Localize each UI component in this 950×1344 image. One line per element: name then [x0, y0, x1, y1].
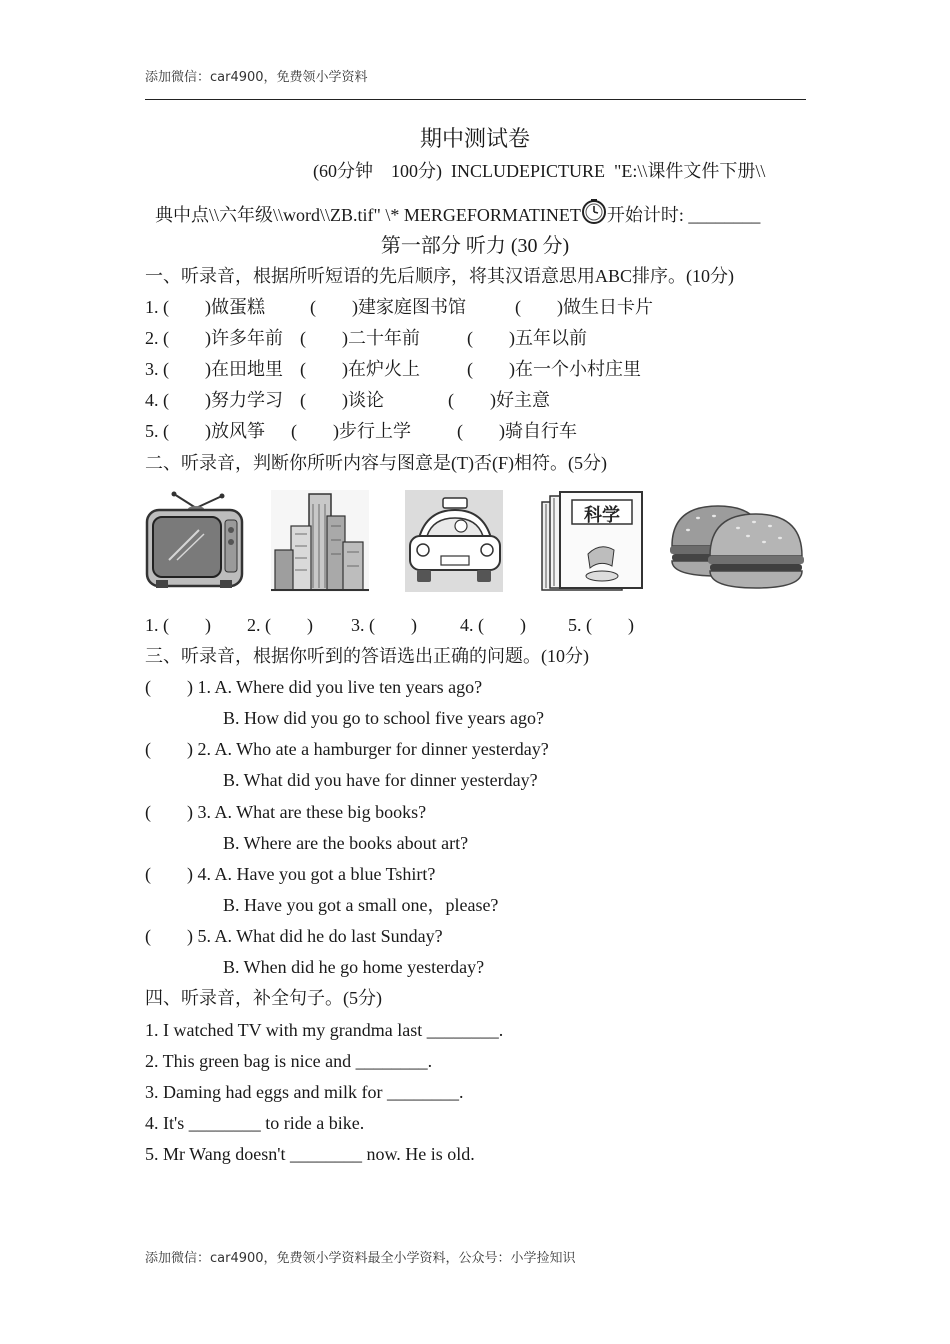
answer-blank[interactable]: 4. ( )	[460, 615, 526, 635]
question-option-b: B. How did you go to school five years ago?	[223, 708, 544, 728]
hamburgers-picture	[668, 490, 804, 592]
buildings-picture	[271, 490, 369, 592]
clock-icon	[581, 199, 607, 230]
meta-line-1: (60分钟 100分) INCLUDEPICTURE "E:\\课件文件下册\\	[313, 161, 766, 181]
question-option-b: B. Where are the books about art?	[223, 833, 469, 853]
part1-title: 第一部分 听力 (30 分)	[380, 235, 570, 257]
question-option-b: B. Have you got a small one，please?	[223, 895, 499, 915]
page-title: 期中测试卷	[419, 126, 530, 151]
section3-heading: 三、听录音，根据你听到的答语选出正确的问题。(10分)	[145, 646, 589, 666]
header-divider	[145, 99, 806, 100]
section1-heading: 一、听录音，根据所听短语的先后顺序，将其汉语意思用ABC排序。(10分)	[145, 266, 734, 286]
question-option-a: ( ) 3. A. What are these big books?	[145, 802, 427, 822]
answer-blank[interactable]: 5. ( )	[568, 615, 634, 635]
answer-blank[interactable]: 3. ( )	[351, 615, 417, 635]
answer-blank[interactable]: 1. ( )	[145, 615, 211, 635]
meta-line-2	[155, 199, 760, 230]
fill-sentence: 2. This green bag is nice and ________.	[145, 1051, 433, 1071]
tv-picture	[144, 490, 246, 592]
section4-heading: 四、听录音，补全句子。(5分)	[145, 988, 382, 1008]
timer-label: 开始计时: ________	[606, 205, 761, 225]
header-note: 添加微信：car4900，免费领小学资料	[145, 70, 368, 85]
question-option-a: ( ) 5. A. What did he do last Sunday?	[145, 926, 443, 946]
answer-blank[interactable]: 2. ( )	[247, 615, 313, 635]
question-option-b: B. What did you have for dinner yesterday?	[223, 770, 538, 790]
fill-sentence: 1. I watched TV with my grandma last ________.	[145, 1020, 504, 1040]
fill-sentence: 5. Mr Wang doesn't ________ now. He is old.	[145, 1144, 475, 1164]
question-option-b: B. When did he go home yesterday?	[223, 957, 485, 977]
footer-note: 添加微信：car4900，免费领小学资料最全小学资料，公众号：小学捡知识	[145, 1251, 576, 1266]
section2-heading: 二、听录音，判断你所听内容与图意是(T)否(F)相符。(5分)	[145, 453, 607, 473]
fill-sentence: 4. It's ________ to ride a bike.	[145, 1113, 365, 1133]
fill-sentence: 3. Daming had eggs and milk for ________.	[145, 1082, 464, 1102]
question-option-a: ( ) 1. A. Where did you live ten years ago?	[145, 677, 483, 697]
taxi-picture	[405, 490, 503, 592]
question-option-a: ( ) 4. A. Have you got a blue Tshirt?	[145, 864, 436, 884]
science-book-label: 科学	[584, 505, 620, 526]
meta-line-2-text: 典中点\\六年级\\word\\ZB.tif" \* MERGEFORMATINET	[155, 205, 581, 225]
question-option-a: ( ) 2. A. Who ate a hamburger for dinner yesterday?	[145, 739, 549, 759]
